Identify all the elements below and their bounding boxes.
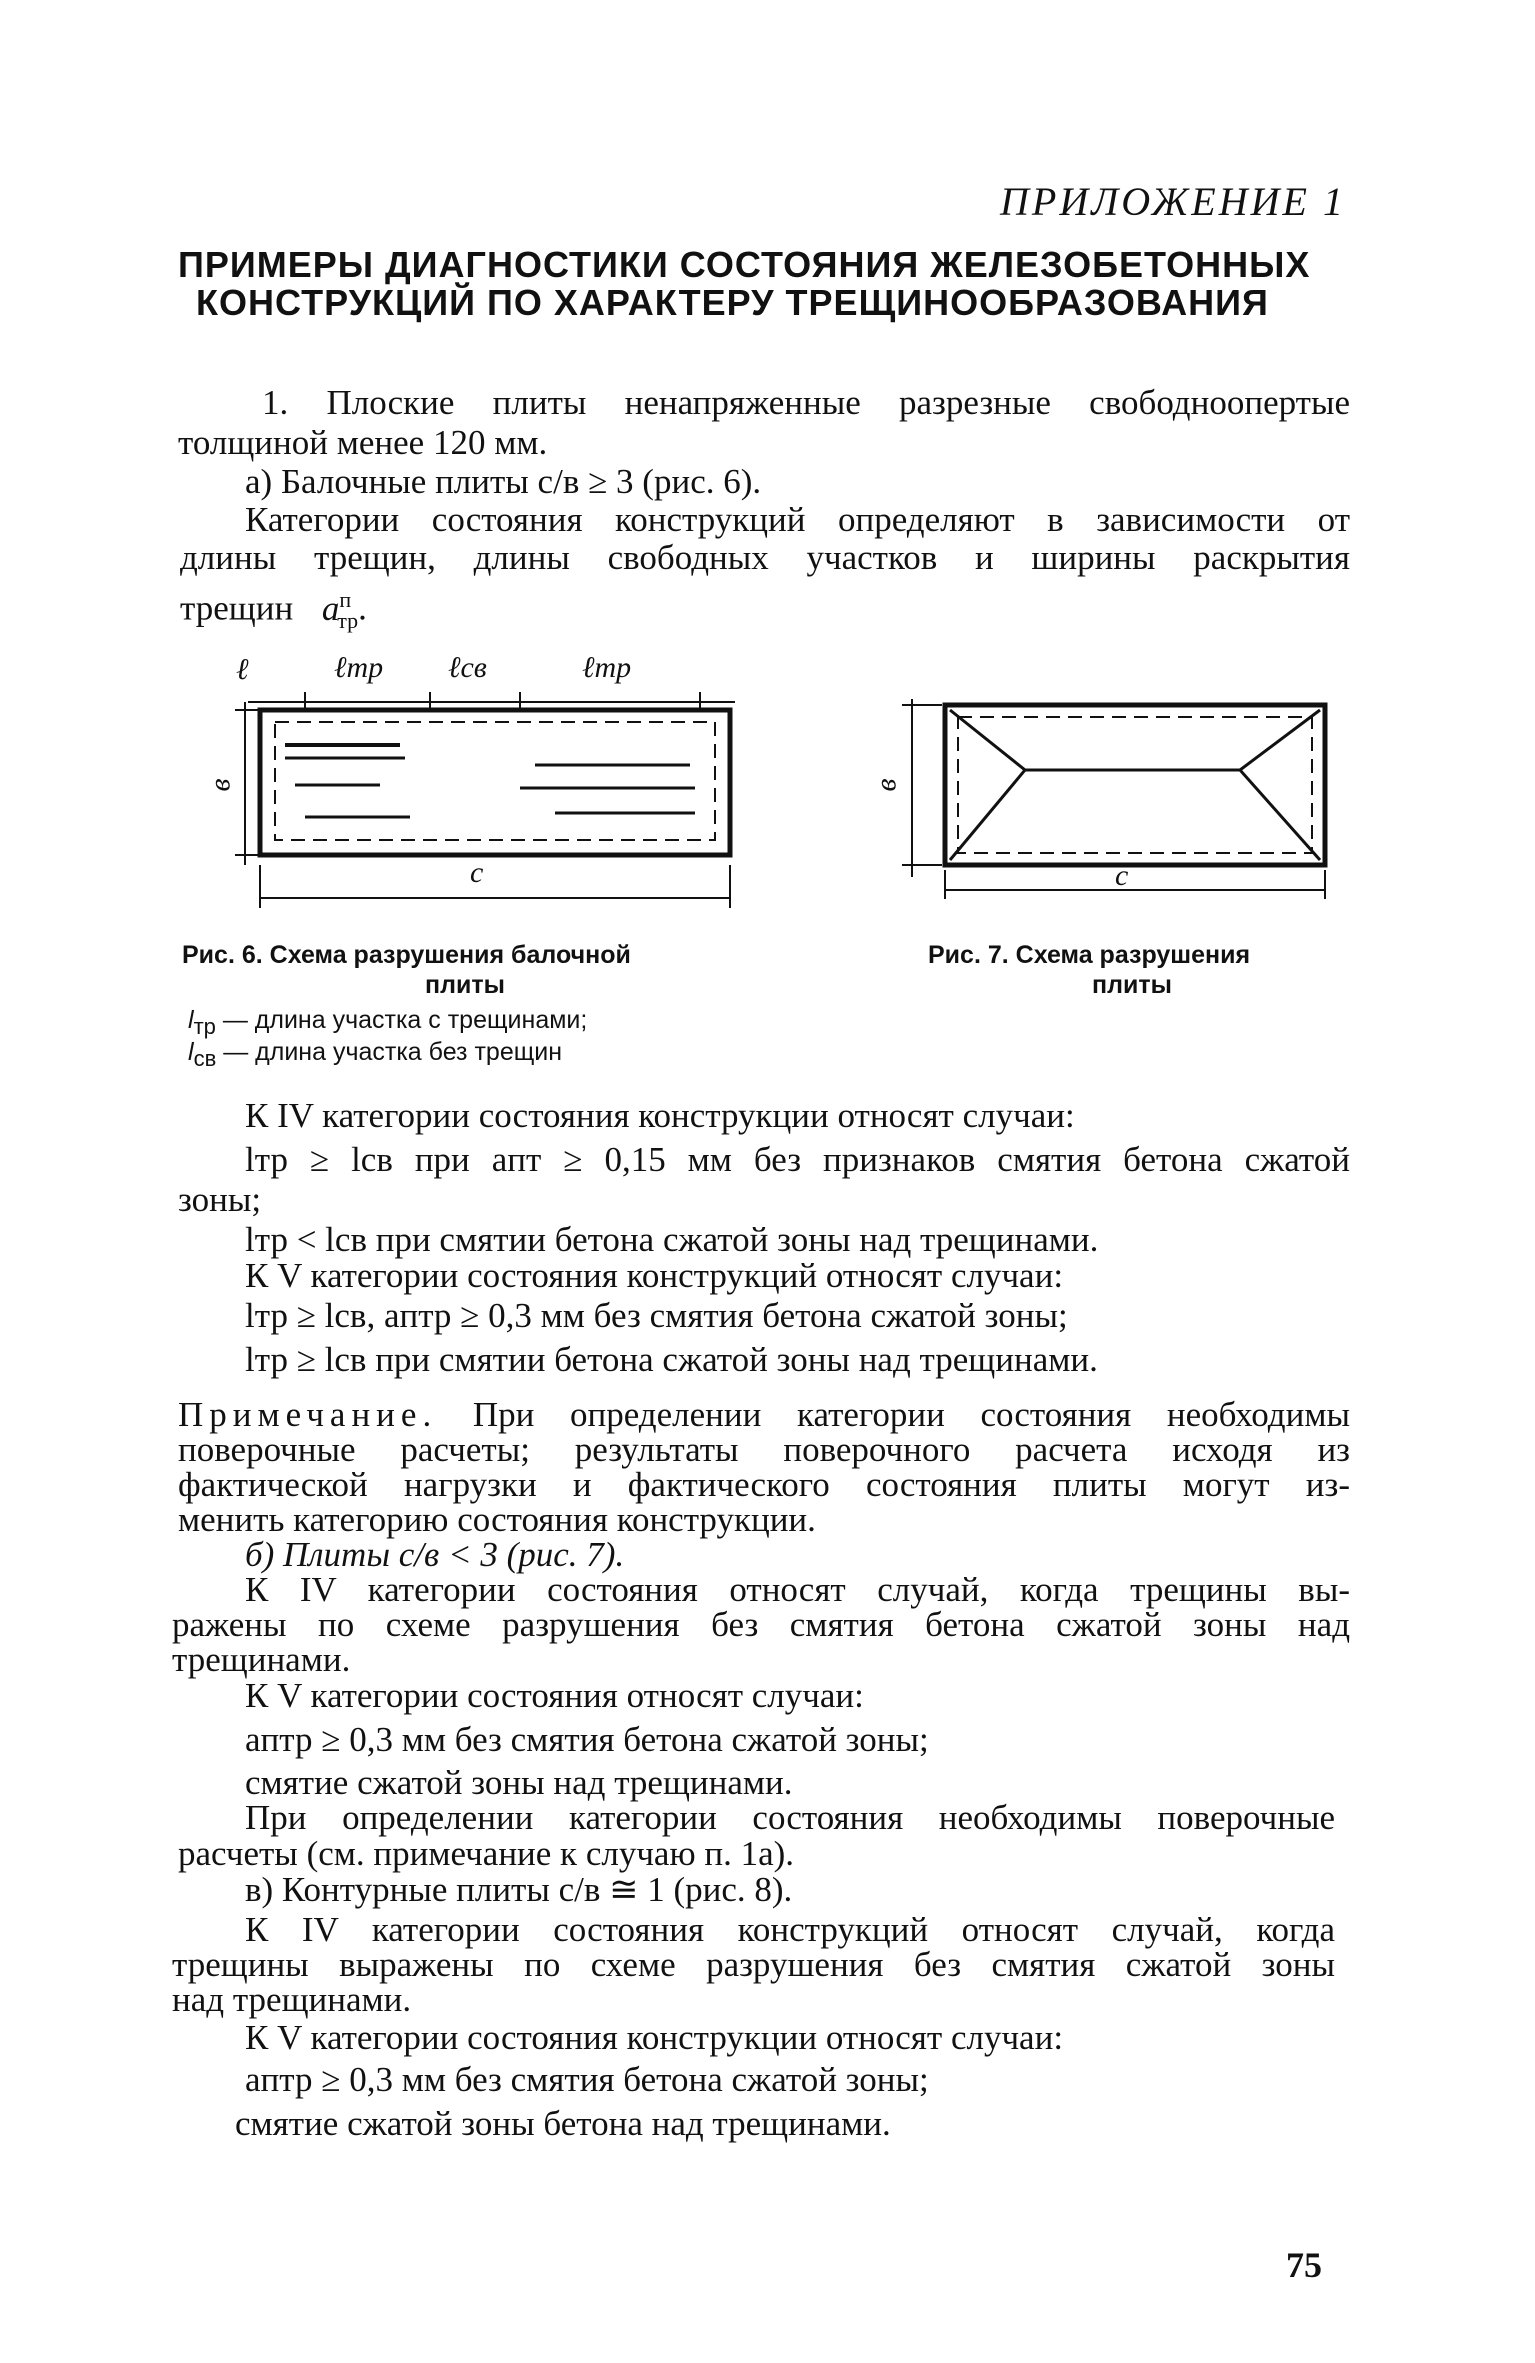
note-line-2: поверочные расчеты; результаты поверочного расчета исходя из <box>178 1430 1350 1469</box>
beam-plate-outline <box>260 710 730 855</box>
paragraph-1-line-2: толщиной менее 120 мм. <box>178 423 548 462</box>
b-note-line-2: расчеты (см. примечание к случаю п. 1а). <box>178 1834 795 1873</box>
c-k5-case-2: смятие сжатой зоны бетона над трещинами. <box>235 2104 891 2143</box>
k5-case-1: lтр ≥ lсв, aптр ≥ 0,3 мм без смятия бетона сжатой зоны; <box>245 1296 1068 1335</box>
page-title-line-1: ПРИМЕРЫ ДИАГНОСТИКИ СОСТОЯНИЯ ЖЕЛЕЗОБЕТОННЫХ <box>178 244 1311 285</box>
note-line-3: фактической нагрузки и фактического состояния плиты могут из- <box>178 1465 1350 1504</box>
c-k4-line-2: трещины выражены по схеме разрушения без смятия сжатой зоны <box>172 1945 1335 1984</box>
figure-6-diagram <box>230 640 770 910</box>
paragraph-2-line-1: Категории состояния конструкций определяют в зависимости от <box>245 500 1350 539</box>
note-line-4: менить категорию состояния конструкции. <box>178 1500 816 1539</box>
paragraph-2-line-2: длины трещин, длины свободных участков и ширины раскрытия <box>180 538 1350 577</box>
fig7-label-c: c <box>1115 859 1129 892</box>
paragraph-2-line-3: трещин $a^п_{тр}$. <box>180 587 367 633</box>
page-number: 75 <box>1286 2245 1322 2285</box>
b-note-line-1: При определении категории состояния необходимы поверочные <box>245 1798 1335 1837</box>
fig6-label-lsv: ℓсв <box>448 651 487 684</box>
b-k5-case-1: aптр ≥ 0,3 мм без смятия бетона сжатой зоны; <box>245 1720 929 1759</box>
figure-7-caption-line-1: Рис. 7. Схема разрушения <box>928 941 1251 969</box>
section-c-heading: в) Контурные плиты c/в ≅ 1 (рис. 8). <box>245 1870 793 1909</box>
section-b-heading: б) Плиты c/в < 3 (рис. 7). <box>245 1535 625 1574</box>
fig6-label-c: c <box>470 856 484 889</box>
k4-case-2: lтр < lсв при смятии бетона сжатой зоны над трещинами. <box>245 1220 1099 1259</box>
note-line-1: Примечание. При определении категории состояния необходимы <box>178 1395 1350 1434</box>
c-k4-line-3: над трещинами. <box>172 1980 412 2019</box>
contour-plate-outline <box>945 705 1325 865</box>
k5-case-2: lтр ≥ lсв при смятии бетона сжатой зоны над трещинами. <box>245 1340 1098 1379</box>
figure-6-caption-line-1: Рис. 6. Схема разрушения балочной <box>182 941 631 969</box>
k4-case-1-line-2: зоны; <box>178 1180 262 1219</box>
c-k5-case-1: aптр ≥ 0,3 мм без смятия бетона сжатой зоны; <box>245 2060 929 2099</box>
c-k4-line-1: К IV категории состояния конструкций относят случай, когда <box>245 1910 1335 1949</box>
b-k4-line-1: К IV категории состояния относят случай, когда трещины вы- <box>245 1570 1350 1609</box>
fig6-label-ltr-right: ℓтр <box>582 651 632 684</box>
crack-line <box>950 710 1025 860</box>
fig6-label-ltr-left: ℓтр <box>334 651 384 684</box>
beam-plate-inner-dashed <box>275 722 715 840</box>
k5-heading: К V категории состояния конструкций относят случаи: <box>245 1256 1064 1295</box>
page-title-line-2: КОНСТРУКЦИЙ ПО ХАРАКТЕРУ ТРЕЩИНООБРАЗОВАНИЯ <box>196 282 1269 323</box>
fig7-label-b: в <box>869 778 903 792</box>
fig6-label-b: в <box>203 778 237 792</box>
crack-line <box>1240 710 1320 860</box>
paragraph-1-line-1: 1. Плоские плиты ненапряженные разрезные свободноопертые <box>262 383 1350 422</box>
k4-case-1-line-1: lтр ≥ lсв при aпт ≥ 0,15 мм без признаков смятия бетона сжатой <box>245 1140 1350 1179</box>
b-k5-case-2: смятие сжатой зоны над трещинами. <box>245 1763 793 1802</box>
figure-7-caption-line-2: плиты <box>1092 971 1172 999</box>
figure-6-legend-ltr: $l_{тр}$ — длина участка с трещинами; <box>188 1006 588 1039</box>
appendix-label: ПРИЛОЖЕНИЕ 1 <box>1000 179 1346 224</box>
figure-6-caption-line-2: плиты <box>425 971 505 999</box>
k4-heading: К IV категории состояния конструкции относят случаи: <box>245 1096 1075 1135</box>
b-k4-line-3: трещинами. <box>172 1640 351 1679</box>
c-k5-heading: К V категории состояния конструкции относят случаи: <box>245 2018 1064 2057</box>
b-k4-line-2: ражены по схеме разрушения без смятия бетона сжатой зоны над <box>172 1605 1350 1644</box>
section-a-heading: а) Балочные плиты c/в ≥ 3 (рис. 6). <box>245 462 762 501</box>
fig6-label-l: ℓ <box>236 653 249 686</box>
figure-6-legend-lsv: $l_{св}$ — длина участка без трещин <box>188 1038 563 1071</box>
b-k5-heading: К V категории состояния относят случаи: <box>245 1676 864 1715</box>
